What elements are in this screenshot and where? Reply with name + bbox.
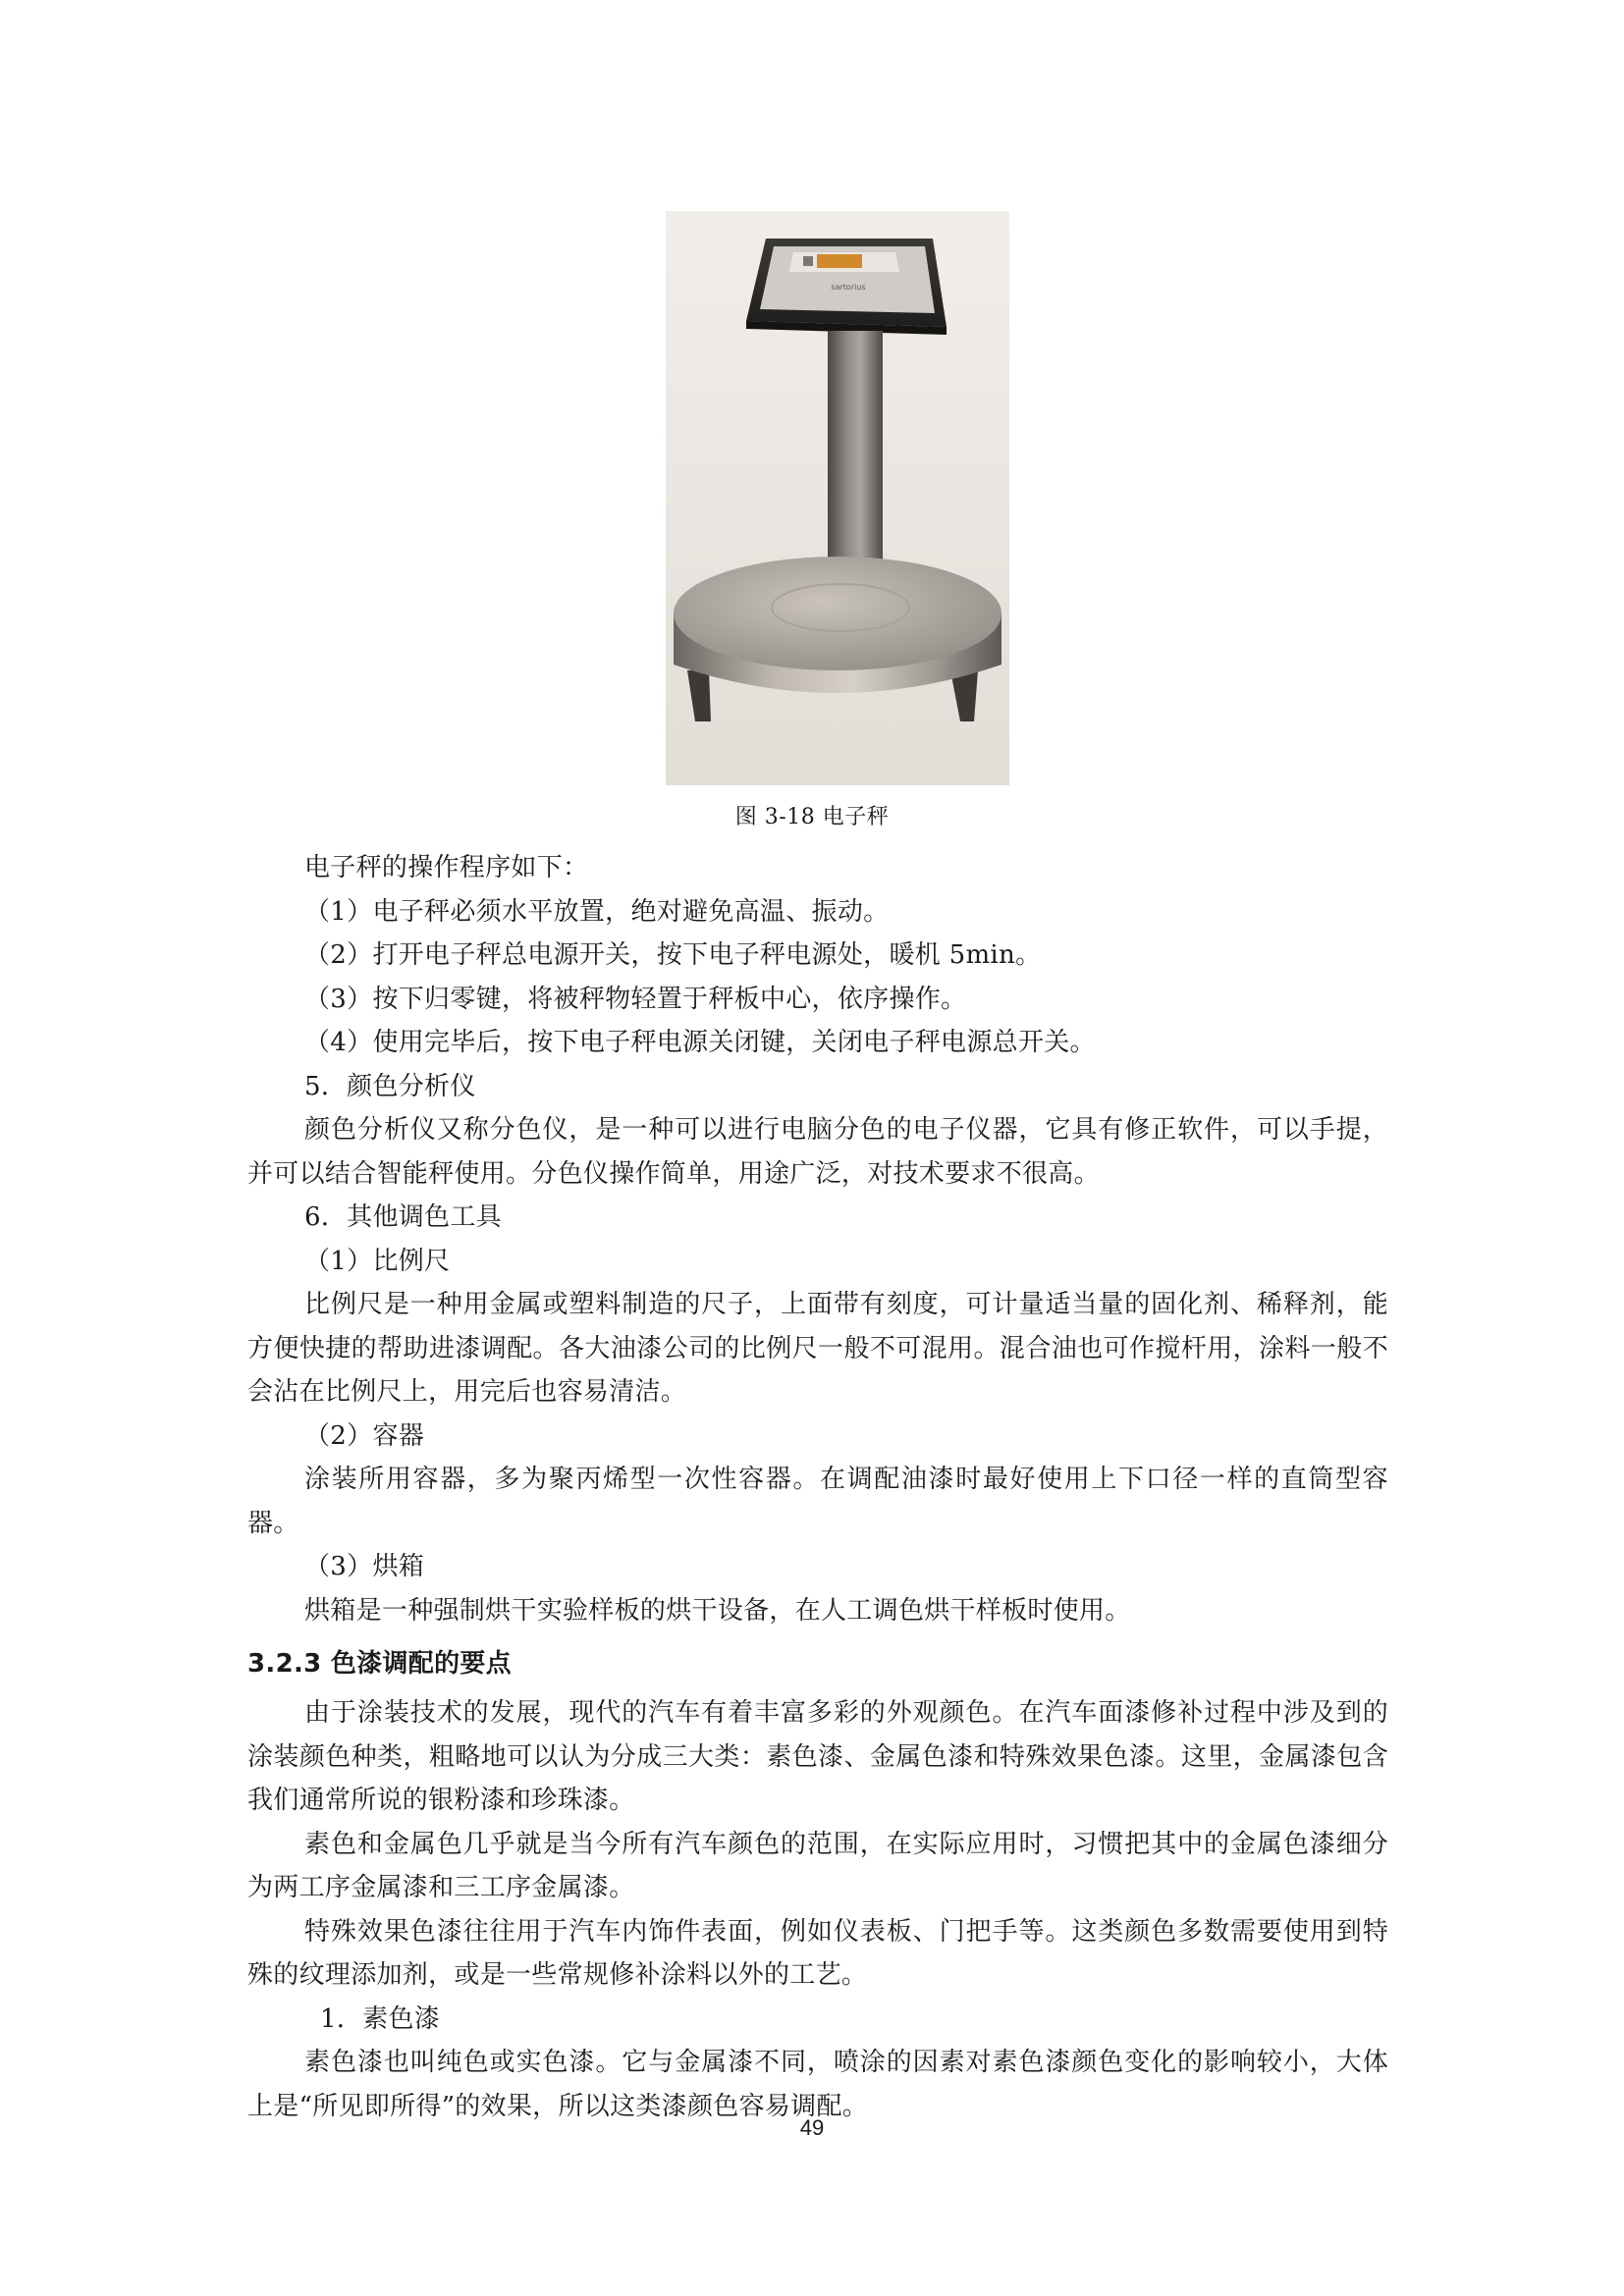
page-number: 49 xyxy=(799,2115,825,2140)
paragraph: （1）电子秤必须水平放置，绝对避免高温、振动。 xyxy=(304,896,890,927)
body-text xyxy=(247,846,1388,2128)
paragraph: 电子秤的操作程序如下： xyxy=(304,853,589,882)
subsection-label: （3）烘箱 xyxy=(304,1552,425,1581)
paragraph: 特殊效果色漆往往用于汽车内饰件表面，例如仪表板、门把手等。这类颜色多数需要使用到特殊的纹理添加剂，或是一些常规修补涂料以外的工艺。 xyxy=(247,1916,1388,1990)
figure-caption: 图 3-18 电子秤 xyxy=(734,805,890,829)
paragraph: （3）按下归零键，将被秤物轻置于秤板中心，依序操作。 xyxy=(304,984,967,1014)
paragraph: 由于涂装技术的发展，现代的汽车有着丰富多彩的外观颜色。在汽车面漆修补过程中涉及到的涂装颜色种类，粗略地可以认为分成三大类：素色漆、金属色漆和特殊效果色漆。这里，金属漆包含我们通常所说的银粉漆和珍珠漆。 xyxy=(247,1698,1388,1815)
paragraph: （2）打开电子秤总电源开关，按下电子秤电源处，暖机 5min。 xyxy=(304,940,1042,970)
paragraph: 素色和金属色几乎就是当今所有汽车颜色的范围，在实际应用时，习惯把其中的金属色漆细分为两工序金属漆和三工序金属漆。 xyxy=(247,1829,1388,1902)
paragraph: （4）使用完毕后，按下电子秤电源关闭键，关闭电子秤电源总开关。 xyxy=(304,1028,1096,1057)
section-label: 5．颜色分析仪 xyxy=(304,1071,476,1101)
paragraph: 涂装所用容器，多为聚丙烯型一次性容器。在调配油漆时最好使用上下口径一样的直筒型容器。 xyxy=(247,1465,1388,1538)
subsection-label: （1）比例尺 xyxy=(304,1246,451,1276)
subsection-label: （2）容器 xyxy=(304,1420,425,1451)
section-label: 6．其他调色工具 xyxy=(304,1202,502,1232)
paragraph: 颜色分析仪又称分色仪，是一种可以进行电脑分色的电子仪器，它具有修正软件，可以手提，并可以结合智能秤使用。分色仪操作简单，用途广泛，对技术要求不很高。 xyxy=(247,1115,1388,1189)
section-label: 1．素色漆 xyxy=(320,2003,441,2034)
paragraph: 比例尺是一种用金属或塑料制造的尺子，上面带有刻度，可计量适当量的固化剂、稀释剂，能方便快捷的帮助进漆调配。各大油漆公司的比例尺一般不可混用。混合油也可作搅杆用，涂料一般不会沾在比例尺上，用完后也容易清洁。 xyxy=(247,1290,1388,1407)
brand-label: sartorius xyxy=(831,283,866,292)
paragraph: 素色漆也叫纯色或实色漆。它与金属漆不同，喷涂的因素对素色漆颜色变化的影响较小，大体上是“所见即所得”的效果，所以这类漆颜色容易调配。 xyxy=(247,2048,1388,2121)
paragraph: 烘箱是一种强制烘干实验样板的烘干设备，在人工调色烘干样板时使用。 xyxy=(304,1595,1131,1626)
electronic-scale-photo xyxy=(666,211,1009,785)
section-heading: 3.2.3 色漆调配的要点 xyxy=(247,1649,512,1679)
